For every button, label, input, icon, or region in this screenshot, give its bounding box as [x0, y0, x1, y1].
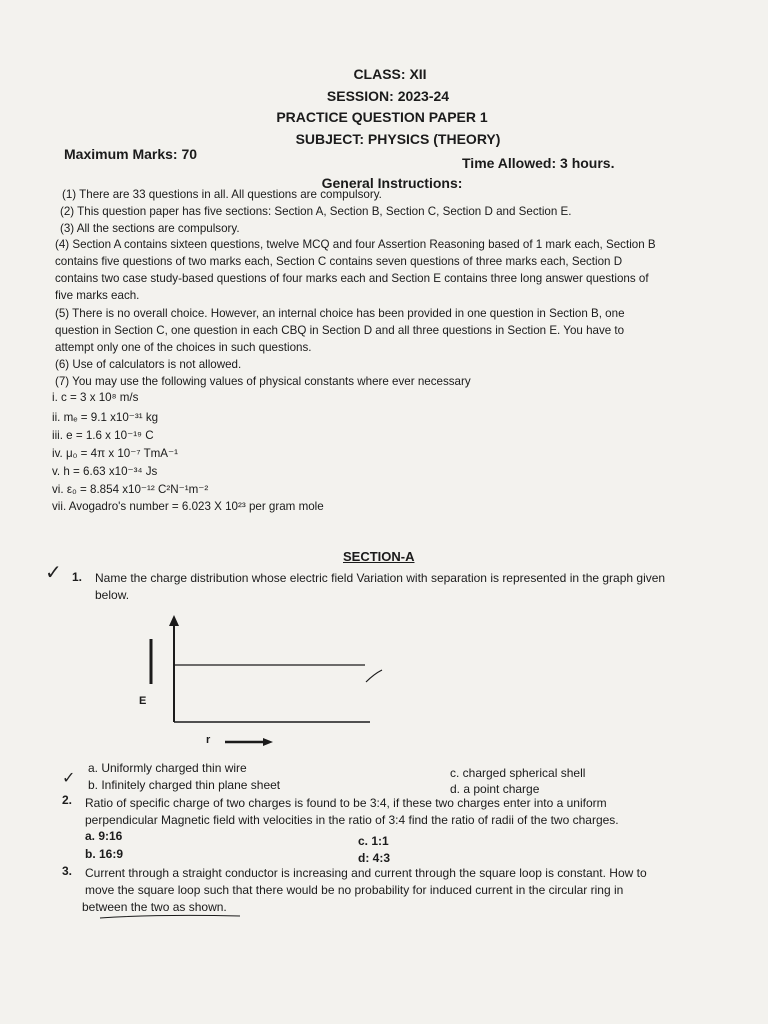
- session-line: SESSION: 2023-24: [326, 88, 450, 104]
- q3-text-line3: between the two as shown.: [82, 900, 227, 914]
- q2-text-line1: Ratio of specific charge of two charges is found to be 3:4, if these two charges enter into a uniform: [85, 796, 607, 810]
- q2-number: 2.: [62, 793, 73, 807]
- q1-text-line2: below.: [95, 588, 130, 602]
- checkmark-icon: ✓: [62, 770, 76, 787]
- constant-line: iii. e = 1.6 x 10⁻¹⁹ C: [52, 429, 154, 442]
- pen-underline: [80, 910, 250, 922]
- instruction-line: (7) You may use the following values of physical constants where ever necessary: [55, 375, 471, 388]
- q1-option-d: d. a point charge: [450, 782, 540, 796]
- instruction-line: contains five questions of two marks each, Section C contains seven questions of three marks each, Section D: [55, 255, 623, 268]
- graph-y-arrow-icon: [169, 615, 179, 626]
- instruction-line: question in Section C, one question in each CBQ in Section D and all three questions in Section E. You have to: [55, 324, 625, 337]
- constant-line: vi. ε₀ = 8.854 x10⁻¹² C²N⁻¹m⁻²: [52, 483, 209, 496]
- q2-option-b: b. 16:9: [85, 847, 124, 861]
- instruction-line: (6) Use of calculators is not allowed.: [55, 358, 242, 371]
- q3-text-line1: Current through a straight conductor is increasing and current through the square loop is constant. How to: [85, 866, 647, 880]
- constant-line: i. c = 3 x 10⁸ m/s: [52, 391, 139, 404]
- paper-title: PRACTICE QUESTION PAPER 1: [276, 109, 488, 125]
- graph-r-arrow-icon: [263, 738, 273, 746]
- constant-line: iv. μ₀ = 4π x 10⁻⁷ TmA⁻¹: [52, 447, 179, 460]
- instruction-line: (3) All the sections are compulsory.: [60, 222, 240, 235]
- graph-y-label: E: [139, 695, 147, 707]
- q1-text-line1: Name the charge distribution whose electric field Variation with separation is represented in the graph given: [95, 571, 666, 585]
- q1-option-b: b. Infinitely charged thin plane sheet: [88, 778, 281, 792]
- q2-option-d: d: 4:3: [358, 851, 391, 865]
- checkmark-icon: ✓: [45, 562, 62, 584]
- subject-line: SUBJECT: PHYSICS (THEORY): [295, 131, 501, 147]
- q1-number: 1.: [72, 570, 83, 584]
- instruction-line: five marks each.: [55, 289, 140, 302]
- class-line: CLASS: XII: [353, 66, 427, 82]
- max-marks: Maximum Marks: 70: [64, 146, 198, 162]
- instruction-line: (1) There are 33 questions in all. All questions are compulsory.: [62, 188, 382, 201]
- q1-graph: [120, 612, 420, 757]
- pen-mark: [366, 670, 382, 682]
- q2-option-a: a. 9:16: [85, 829, 123, 843]
- instructions-title: General Instructions:: [321, 175, 463, 191]
- constant-line: v. h = 6.63 x10⁻³⁴ Js: [52, 465, 158, 478]
- q1-option-a: a. Uniformly charged thin wire: [88, 761, 247, 775]
- q2-option-c: c. 1:1: [358, 834, 389, 848]
- instruction-line: (5) There is no overall choice. However, an internal choice has been provided in one question in Section B, one: [55, 307, 625, 320]
- q3-number: 3.: [62, 864, 73, 878]
- time-allowed: Time Allowed: 3 hours.: [462, 155, 615, 171]
- constant-line: vii. Avogadro's number = 6.023 X 10²³ per gram mole: [52, 500, 324, 513]
- q1-option-c: c. charged spherical shell: [450, 766, 586, 780]
- graph-x-label: r: [206, 734, 211, 746]
- instruction-line: attempt only one of the choices in such questions.: [55, 341, 312, 354]
- instruction-line: (2) This question paper has five sections: Section A, Section B, Section C, Section D and Section E.: [60, 205, 572, 218]
- q2-text-line2: perpendicular Magnetic field with velocities in the ratio of 3:4 find the ratio of radii of the two charges.: [85, 813, 619, 827]
- instruction-line: contains two case study-based questions of four marks each and Section E contains three long answer questions of: [55, 272, 649, 285]
- instruction-line: (4) Section A contains sixteen questions, twelve MCQ and four Assertion Reasoning based of 1 mark each, Section B: [55, 238, 656, 251]
- section-title: SECTION-A: [343, 549, 415, 564]
- constant-line: ii. mₑ = 9.1 x10⁻³¹ kg: [52, 411, 159, 424]
- q3-text-line2: move the square loop such that there would be no probability for induced current in the circular ring in: [85, 883, 624, 897]
